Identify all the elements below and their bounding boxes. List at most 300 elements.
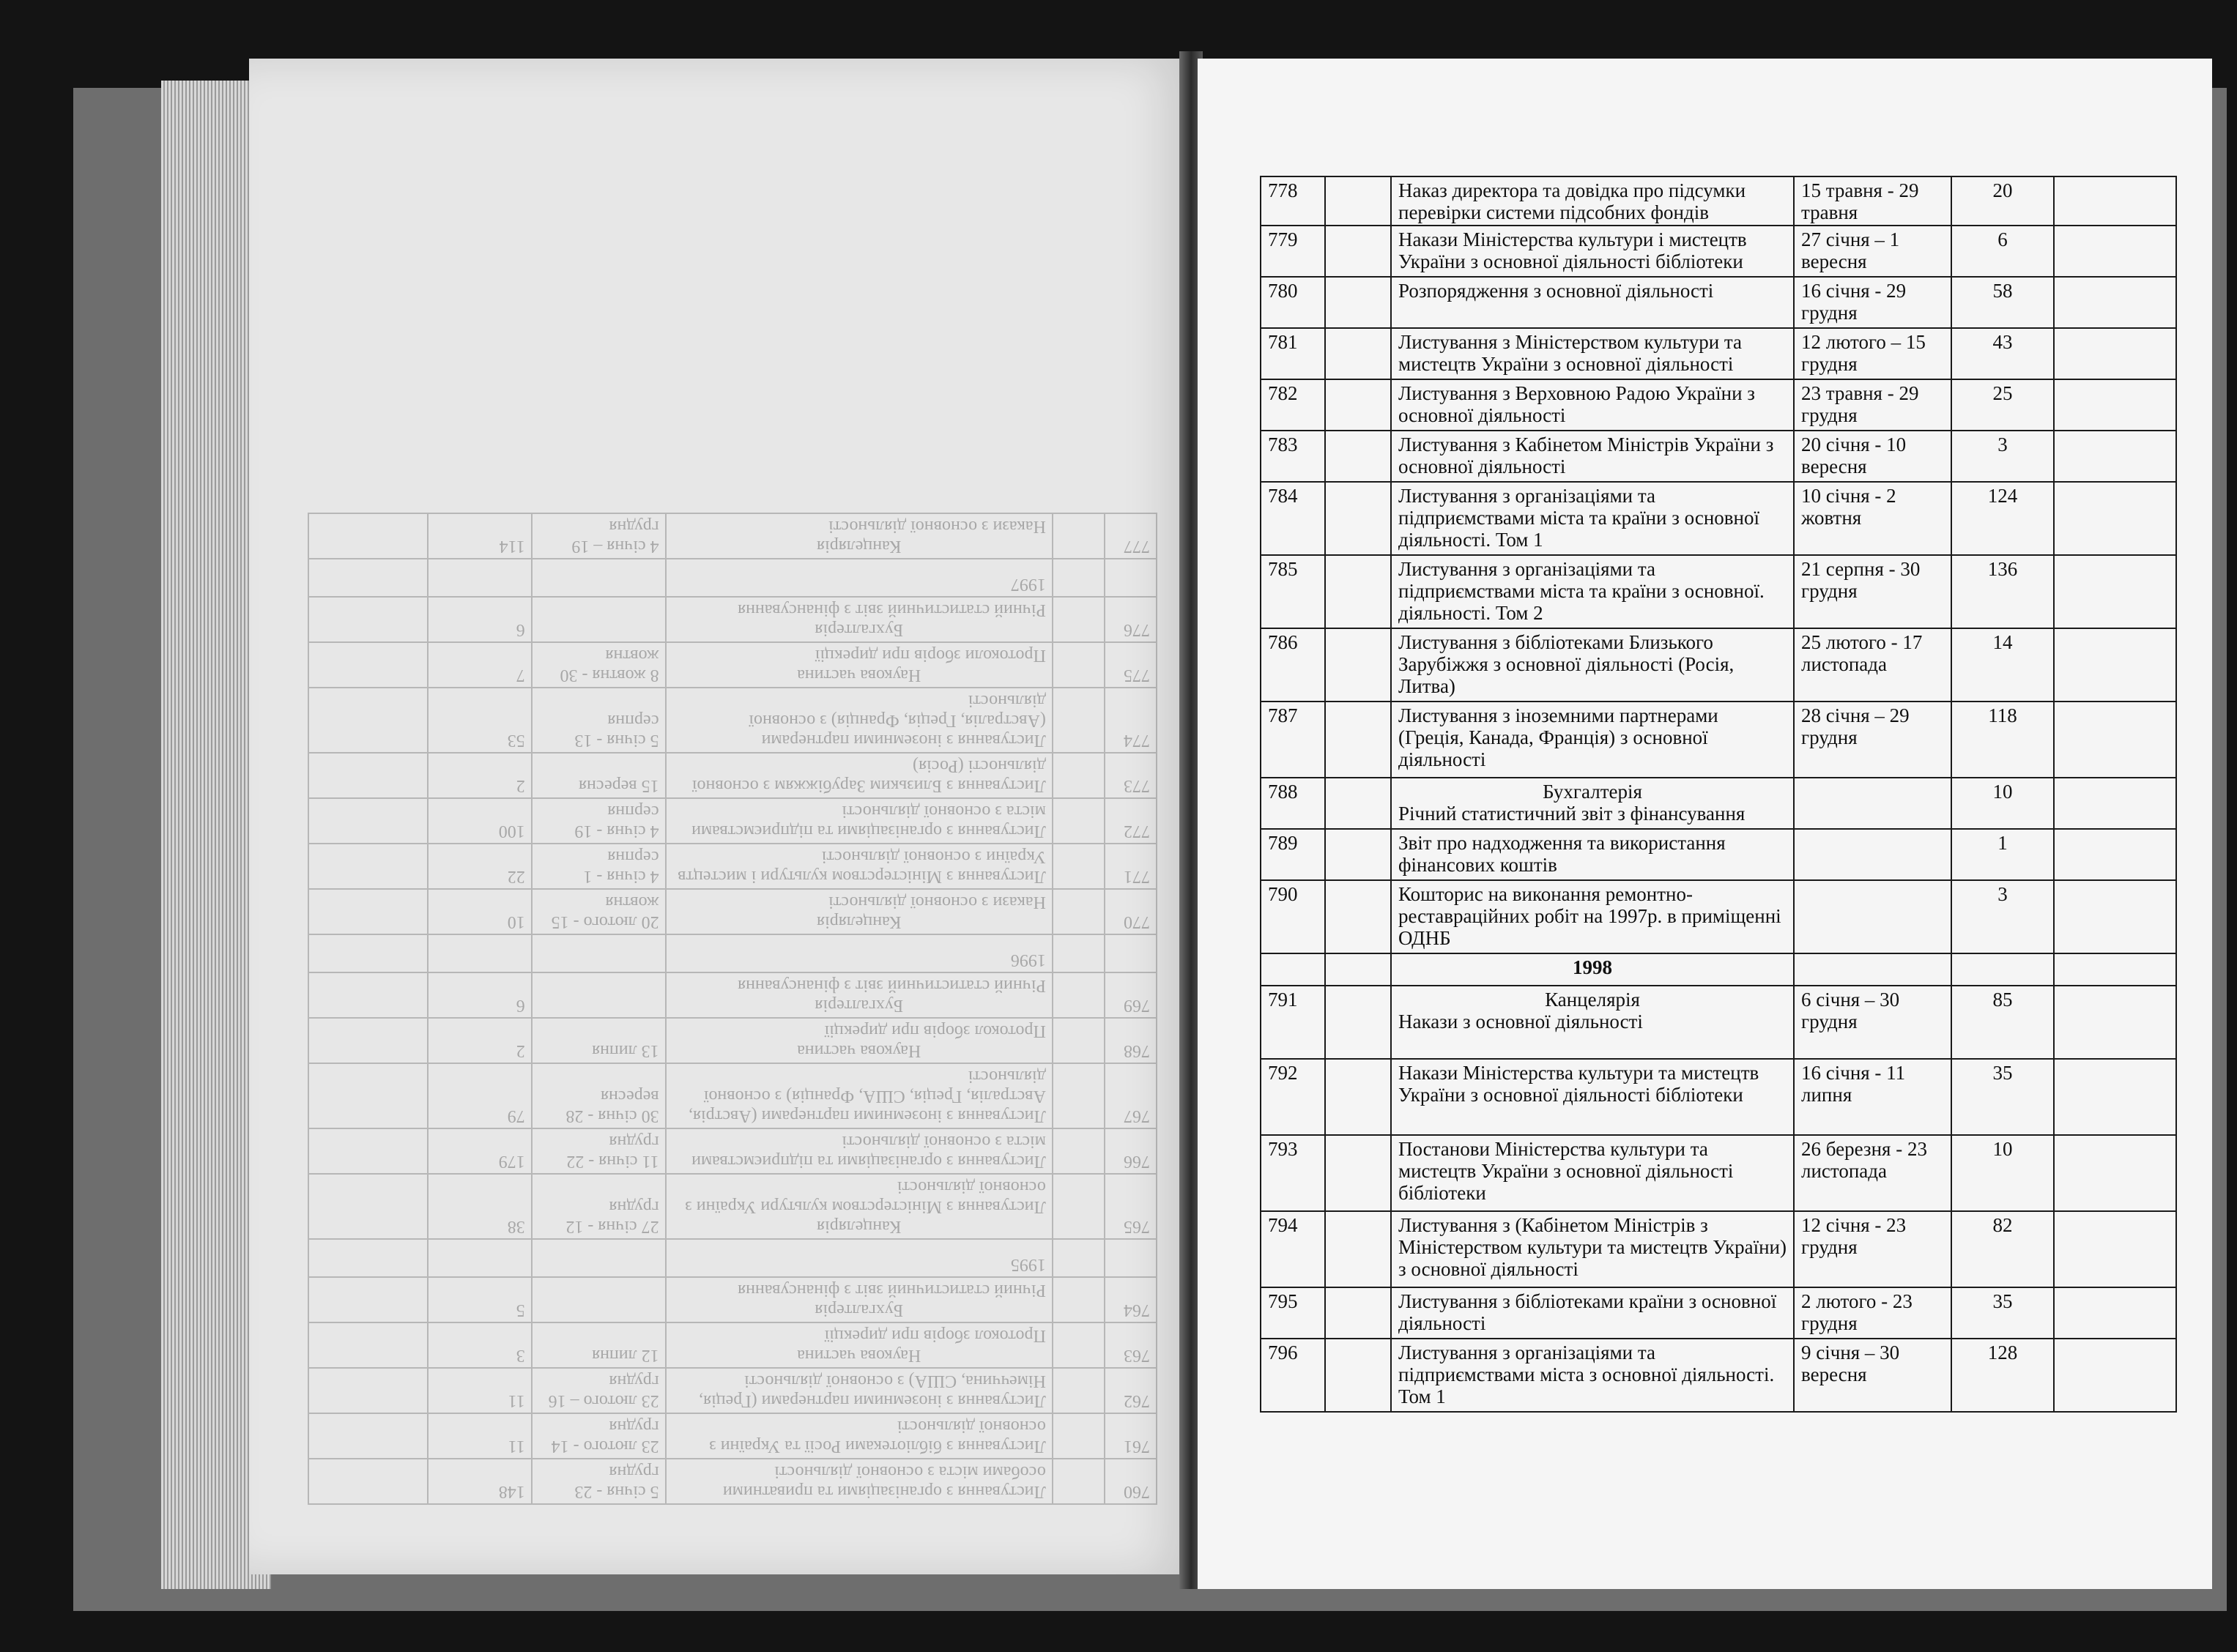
record-title: Протокол зборів при дирекції [824, 1326, 1046, 1345]
empty-cell [308, 1239, 428, 1277]
record-sheet-count: 3 [1951, 431, 2054, 482]
notes-cell [308, 1018, 428, 1063]
record-title: Кошторис на виконання ремонтно-реставраційних робіт на 1997р. в приміщенні ОДНБ [1398, 883, 1781, 949]
empty-cell [1325, 1287, 1391, 1339]
record-sheet-count: 10 [428, 889, 532, 934]
empty-cell [1325, 829, 1391, 880]
left-page-bleed-through [249, 59, 1194, 1574]
record-number: 795 [1261, 1287, 1325, 1339]
record-dates: 10 січня - 2 жовтня [1794, 482, 1951, 555]
table-row [1261, 880, 2176, 953]
record-sheet-count: 35 [1951, 1287, 2054, 1339]
table-row [308, 597, 1157, 642]
notes-cell [2054, 379, 2176, 431]
table-row [308, 889, 1157, 934]
notes-cell [2054, 226, 2176, 277]
record-title-cell [666, 1413, 1053, 1459]
record-number: 782 [1261, 379, 1325, 431]
table-row [1261, 379, 2176, 431]
table-row [308, 688, 1157, 753]
record-title: Листування з Міністерством культури України з основної діяльності [685, 1177, 1046, 1216]
record-dates: 16 січня - 29 грудня [1794, 277, 1951, 328]
notes-cell [2054, 1211, 2176, 1287]
notes-cell [308, 513, 428, 559]
record-sheet-count: 7 [428, 642, 532, 688]
record-sheet-count: 43 [1951, 328, 2054, 379]
record-number: 768 [1105, 1018, 1157, 1063]
record-title-cell [666, 972, 1053, 1018]
year-row [308, 559, 1157, 597]
record-title-cell [1391, 431, 1794, 482]
record-number: 762 [1105, 1368, 1157, 1413]
record-title: Листування з Кабінетом Міністрів України з основної діяльності [1398, 434, 1774, 478]
department-heading: Наукова частина [797, 1041, 921, 1060]
record-number: 761 [1105, 1413, 1157, 1459]
notes-cell [2054, 431, 2176, 482]
record-dates: 5 січня - 13 серпня [532, 688, 666, 753]
record-number: 773 [1105, 753, 1157, 798]
record-sheet-count: 11 [428, 1368, 532, 1413]
record-title-cell [666, 597, 1053, 642]
record-number: 774 [1105, 688, 1157, 753]
record-dates: 23 лютого – 16 грудня [532, 1368, 666, 1413]
empty-cell [428, 1239, 532, 1277]
empty-cell [1053, 688, 1105, 753]
record-dates [1794, 778, 1951, 829]
department-heading: Канцелярія [817, 537, 902, 556]
record-title-cell [1391, 778, 1794, 829]
record-sheet-count: 6 [1951, 226, 2054, 277]
record-dates [532, 972, 666, 1018]
record-title: Листування з організаціями та підприємствами міста з основної діяльності. Том 1 [1398, 1342, 1775, 1407]
notes-cell [308, 972, 428, 1018]
empty-cell [1325, 778, 1391, 829]
department-heading: Бухгалтерія [815, 996, 904, 1015]
record-title: Листування з бібліотеками країни з основної діяльності [1398, 1290, 1777, 1335]
table-row [308, 513, 1157, 559]
empty-cell [308, 559, 428, 597]
record-sheet-count: 82 [1951, 1211, 2054, 1287]
empty-cell [1325, 1135, 1391, 1211]
table-row [308, 1368, 1157, 1413]
empty-cell [1325, 379, 1391, 431]
empty-cell [1053, 889, 1105, 934]
empty-cell [1325, 176, 1391, 226]
record-title: Листування з організаціями та підприємствами міста з основної діяльності [691, 802, 1046, 841]
empty-cell [1325, 482, 1391, 555]
record-title: Листування з бібліотеками Близького Зарубіжжя з основної діяльності (Росія, Литва) [1398, 631, 1735, 697]
record-sheet-count: 2 [428, 753, 532, 798]
record-sheet-count: 38 [428, 1174, 532, 1239]
year-heading: 1995 [666, 1239, 1053, 1277]
table-row [308, 1413, 1157, 1459]
record-sheet-count: 100 [428, 798, 532, 844]
record-dates: 6 січня – 30 грудня [1794, 986, 1951, 1059]
year-heading: 1997 [666, 559, 1053, 597]
record-title-cell [666, 1063, 1053, 1128]
empty-cell [1053, 1174, 1105, 1239]
record-dates: 16 січня - 11 липня [1794, 1059, 1951, 1135]
notes-cell [2054, 555, 2176, 628]
notes-cell [2054, 778, 2176, 829]
empty-cell [1325, 953, 1391, 986]
table-row [308, 1018, 1157, 1063]
record-sheet-count: 148 [428, 1459, 532, 1504]
notes-cell [2054, 328, 2176, 379]
record-title: Листування з іноземними партнерами (Австрія, Австралія, Греція, США, Франція) з основної діяльності [688, 1067, 1046, 1125]
year-heading: 1998 [1391, 953, 1794, 986]
table-row [1261, 328, 2176, 379]
record-number: 767 [1105, 1063, 1157, 1128]
record-sheet-count: 114 [428, 513, 532, 559]
empty-cell [1053, 1018, 1105, 1063]
empty-cell [428, 559, 532, 597]
record-title: Накази з основної діяльності [828, 893, 1046, 912]
notes-cell [308, 1413, 428, 1459]
record-number: 789 [1261, 829, 1325, 880]
record-title: Листування з Міністерством культури і мистецтв України з основної діяльності [678, 847, 1046, 886]
record-sheet-count: 22 [428, 844, 532, 889]
record-title-cell [666, 798, 1053, 844]
record-title: Звіт про надходження та використання фінансових коштів [1398, 832, 1726, 877]
department-heading: Канцелярія [1545, 989, 1640, 1011]
record-title-cell [666, 889, 1053, 934]
record-title-cell [666, 513, 1053, 559]
record-dates: 20 лютого - 15 жовтня [532, 889, 666, 934]
record-title-cell [666, 688, 1053, 753]
record-sheet-count: 14 [1951, 628, 2054, 702]
empty-cell [1325, 431, 1391, 482]
table-row [308, 1174, 1157, 1239]
record-dates: 30 січня - 28 вересня [532, 1063, 666, 1128]
empty-cell [1053, 934, 1105, 972]
record-title: Листування з іноземними партнерами (Греція, Німеччина, США) з основної діяльності [699, 1372, 1046, 1410]
empty-cell [1053, 1063, 1105, 1128]
empty-cell [1053, 972, 1105, 1018]
record-dates: 9 січня – 30 вересня [1794, 1339, 1951, 1412]
record-dates: 25 лютого - 17 листопада [1794, 628, 1951, 702]
record-title: Листування з іноземними партнерами (Австралія, Греція, Франція) з основної діяльності [749, 691, 1046, 750]
record-dates: 4 січня - 1 серпня [532, 844, 666, 889]
record-title-cell [1391, 1287, 1794, 1339]
record-dates: 23 травня - 29 грудня [1794, 379, 1951, 431]
empty-cell [1053, 1368, 1105, 1413]
left-archive-table [308, 513, 1157, 1505]
record-dates: 12 лютого – 15 грудня [1794, 328, 1951, 379]
empty-cell [1053, 1128, 1105, 1174]
record-title: Накази Міністерства культури і мистецтв України з основної діяльності бібліотеки [1398, 228, 1747, 273]
record-sheet-count: 10 [1951, 1135, 2054, 1211]
record-title: Листування з організаціями та підприємствами міста та країни з основної діяльності. Том 1 [1398, 485, 1759, 551]
empty-cell [532, 559, 666, 597]
notes-cell [2054, 628, 2176, 702]
empty-cell [1105, 934, 1157, 972]
record-title: Річний статистичний звіт з фінансування [738, 600, 1046, 620]
record-sheet-count: 1 [1951, 829, 2054, 880]
record-number: 791 [1261, 986, 1325, 1059]
empty-cell [1325, 555, 1391, 628]
notes-cell [308, 1277, 428, 1322]
record-sheet-count: 3 [428, 1322, 532, 1368]
record-title-cell [666, 1322, 1053, 1368]
notes-cell [308, 753, 428, 798]
record-title: Листування з Верховною Радою України з основної діяльності [1398, 382, 1755, 427]
table-row [1261, 1135, 2176, 1211]
record-number: 783 [1261, 431, 1325, 482]
table-row [308, 1128, 1157, 1174]
department-heading: Канцелярія [817, 912, 902, 931]
record-number: 771 [1105, 844, 1157, 889]
notes-cell [308, 1174, 428, 1239]
record-title-cell [1391, 1135, 1794, 1211]
record-dates: 20 січня - 10 вересня [1794, 431, 1951, 482]
table-row [308, 844, 1157, 889]
empty-cell [1325, 986, 1391, 1059]
record-dates [1794, 829, 1951, 880]
record-title: Накази з основної діяльності [1398, 1011, 1643, 1033]
mirrored-table-ghost [308, 187, 1157, 1505]
record-number: 793 [1261, 1135, 1325, 1211]
record-sheet-count: 58 [1951, 277, 2054, 328]
table-row [1261, 1339, 2176, 1412]
record-title-cell [1391, 702, 1794, 778]
record-sheet-count: 79 [428, 1063, 532, 1128]
empty-cell [1325, 277, 1391, 328]
record-number: 763 [1105, 1322, 1157, 1368]
notes-cell [2054, 1135, 2176, 1211]
empty-cell [1325, 226, 1391, 277]
record-title: Листування з бібліотеками Росії та України з основної діяльності [709, 1417, 1046, 1456]
table-row [1261, 431, 2176, 482]
record-title-cell [666, 1277, 1053, 1322]
record-sheet-count: 6 [428, 972, 532, 1018]
notes-cell [308, 889, 428, 934]
right-page [1198, 59, 2212, 1589]
record-number: 766 [1105, 1128, 1157, 1174]
record-sheet-count: 35 [1951, 1059, 2054, 1135]
record-title-cell [1391, 328, 1794, 379]
notes-cell [308, 1128, 428, 1174]
record-number: 770 [1105, 889, 1157, 934]
record-title-cell [1391, 880, 1794, 953]
record-number: 786 [1261, 628, 1325, 702]
record-title: Річний статистичний звіт з фінансування [1398, 803, 1746, 825]
record-title-cell [1391, 1211, 1794, 1287]
record-sheet-count: 6 [428, 597, 532, 642]
record-title: Накази з основної діяльності [828, 517, 1046, 536]
record-number: 779 [1261, 226, 1325, 277]
record-title-cell [1391, 986, 1794, 1059]
archive-inventory-table [1260, 176, 2177, 1413]
empty-cell [532, 934, 666, 972]
record-sheet-count: 20 [1951, 176, 2054, 226]
record-title: Листування з Міністерством культури та мистецтв України з основної діяльності [1398, 331, 1743, 376]
notes-cell [308, 798, 428, 844]
notes-cell [308, 1322, 428, 1368]
empty-cell [1053, 844, 1105, 889]
notes-cell [2054, 176, 2176, 226]
record-dates: 4 січня – 19 грудня [532, 513, 666, 559]
department-heading: Наукова частина [797, 666, 921, 685]
empty-cell [1105, 559, 1157, 597]
record-number: 790 [1261, 880, 1325, 953]
record-title-cell [1391, 176, 1794, 226]
year-row [1261, 953, 2176, 986]
record-dates: 12 січня - 23 грудня [1794, 1211, 1951, 1287]
record-number: 776 [1105, 597, 1157, 642]
record-title-cell [666, 642, 1053, 688]
record-title-cell [1391, 829, 1794, 880]
record-dates: 2 лютого - 23 грудня [1794, 1287, 1951, 1339]
empty-cell [1325, 702, 1391, 778]
empty-cell [1053, 1459, 1105, 1504]
notes-cell [2054, 1287, 2176, 1339]
empty-cell [1794, 953, 1951, 986]
notes-cell [308, 1459, 428, 1504]
record-sheet-count: 5 [428, 1277, 532, 1322]
table-row [1261, 226, 2176, 277]
record-title-cell [1391, 1059, 1794, 1135]
record-dates: 26 березня - 23 листопада [1794, 1135, 1951, 1211]
notes-cell [2054, 702, 2176, 778]
empty-cell [1325, 328, 1391, 379]
record-dates: 15 травня - 29 травня [1794, 176, 1951, 226]
record-dates: 23 лютого - 14 грудня [532, 1413, 666, 1459]
record-title-cell [1391, 555, 1794, 628]
empty-cell [1053, 1239, 1105, 1277]
table-row [308, 798, 1157, 844]
record-number: 788 [1261, 778, 1325, 829]
notes-cell [308, 1368, 428, 1413]
record-dates: 5 січня - 23 грудня [532, 1459, 666, 1504]
record-dates [532, 597, 666, 642]
year-row [308, 934, 1157, 972]
empty-cell [1325, 880, 1391, 953]
record-title-cell [666, 1459, 1053, 1504]
record-sheet-count: 11 [428, 1413, 532, 1459]
empty-cell [1053, 642, 1105, 688]
record-title: Річний статистичний звіт з фінансування [738, 976, 1046, 995]
record-dates: 11 січня - 22 грудня [532, 1128, 666, 1174]
record-title: Річний статистичний звіт з фінансування [738, 1281, 1046, 1300]
notes-cell [308, 688, 428, 753]
table-row [308, 1459, 1157, 1504]
record-number: 769 [1105, 972, 1157, 1018]
record-sheet-count: 10 [1951, 778, 2054, 829]
record-sheet-count: 25 [1951, 379, 2054, 431]
notes-cell [308, 642, 428, 688]
empty-cell [2054, 953, 2176, 986]
record-number: 781 [1261, 328, 1325, 379]
table-row [1261, 829, 2176, 880]
record-dates: 8 жовтня - 30 жовтня [532, 642, 666, 688]
record-sheet-count: 118 [1951, 702, 2054, 778]
empty-cell [1105, 1239, 1157, 1277]
table-row [1261, 277, 2176, 328]
record-title-cell [666, 1368, 1053, 1413]
department-heading: Канцелярія [817, 1217, 902, 1236]
record-dates: 27 січня - 12 грудня [532, 1174, 666, 1239]
empty-cell [1261, 953, 1325, 986]
record-title: Накази Міністерства культури та мистецтв України з основної діяльності бібліотеки [1398, 1062, 1759, 1106]
empty-cell [1053, 559, 1105, 597]
empty-cell [532, 1239, 666, 1277]
notes-cell [2054, 986, 2176, 1059]
table-row [1261, 1211, 2176, 1287]
record-title: Листування з (Кабінетом Міністрів з Міністерством культури та мистецтв України) з основної діяльності [1398, 1214, 1787, 1280]
record-number: 796 [1261, 1339, 1325, 1412]
department-heading: Бухгалтерія [815, 620, 904, 639]
record-sheet-count: 2 [428, 1018, 532, 1063]
year-heading: 1996 [666, 934, 1053, 972]
record-number: 775 [1105, 642, 1157, 688]
table-row [1261, 176, 2176, 226]
record-sheet-count: 53 [428, 688, 532, 753]
table-row [1261, 1287, 2176, 1339]
record-title: Наказ директора та довідка про підсумки перевірки системи підсобних фондів [1398, 179, 1746, 223]
table-row [1261, 778, 2176, 829]
record-title-cell [666, 1128, 1053, 1174]
record-sheet-count: 136 [1951, 555, 2054, 628]
empty-cell [308, 934, 428, 972]
year-row [308, 1239, 1157, 1277]
table-row [1261, 555, 2176, 628]
record-number: 765 [1105, 1174, 1157, 1239]
record-title-cell [1391, 277, 1794, 328]
table-row [1261, 1059, 2176, 1135]
record-title: Протокол зборів при дирекції [824, 1022, 1046, 1041]
record-number: 778 [1261, 176, 1325, 226]
notes-cell [308, 597, 428, 642]
record-sheet-count: 128 [1951, 1339, 2054, 1412]
empty-cell [428, 934, 532, 972]
record-title: Постанови Міністерства культури та мистецтв України з основної діяльності бібліотеки [1398, 1138, 1734, 1204]
record-title-cell [1391, 482, 1794, 555]
empty-cell [1053, 798, 1105, 844]
empty-cell [1951, 953, 2054, 986]
record-title-cell [1391, 379, 1794, 431]
empty-cell [1053, 597, 1105, 642]
record-number: 760 [1105, 1459, 1157, 1504]
record-title: Листування з організаціями та підприємствами міста та країни з основної. діяльності. Том 2 [1398, 558, 1765, 624]
record-title-cell [666, 844, 1053, 889]
table-row [308, 1063, 1157, 1128]
record-title: Листування з організаціями та підприємствами міста з основної діяльності [691, 1132, 1046, 1171]
record-sheet-count: 124 [1951, 482, 2054, 555]
notes-cell [2054, 482, 2176, 555]
record-dates: 15 вересня [532, 753, 666, 798]
record-number: 794 [1261, 1211, 1325, 1287]
table-row [1261, 628, 2176, 702]
record-dates [1794, 880, 1951, 953]
table-row [1261, 702, 2176, 778]
table-row [308, 972, 1157, 1018]
record-number: 792 [1261, 1059, 1325, 1135]
record-title-cell [666, 753, 1053, 798]
record-title: Розпорядження з основної діяльності [1398, 280, 1714, 302]
record-number: 780 [1261, 277, 1325, 328]
table-row [1261, 482, 2176, 555]
empty-cell [1325, 1059, 1391, 1135]
notes-cell [308, 1063, 428, 1128]
record-sheet-count: 85 [1951, 986, 2054, 1059]
empty-cell [1325, 1339, 1391, 1412]
record-dates: 21 серпня - 30 грудня [1794, 555, 1951, 628]
record-title-cell [666, 1018, 1053, 1063]
record-title: Листування з Близьким Зарубіжжям з основної діяльності (Росія) [691, 756, 1046, 795]
record-sheet-count: 3 [1951, 880, 2054, 953]
empty-cell [1053, 1277, 1105, 1322]
